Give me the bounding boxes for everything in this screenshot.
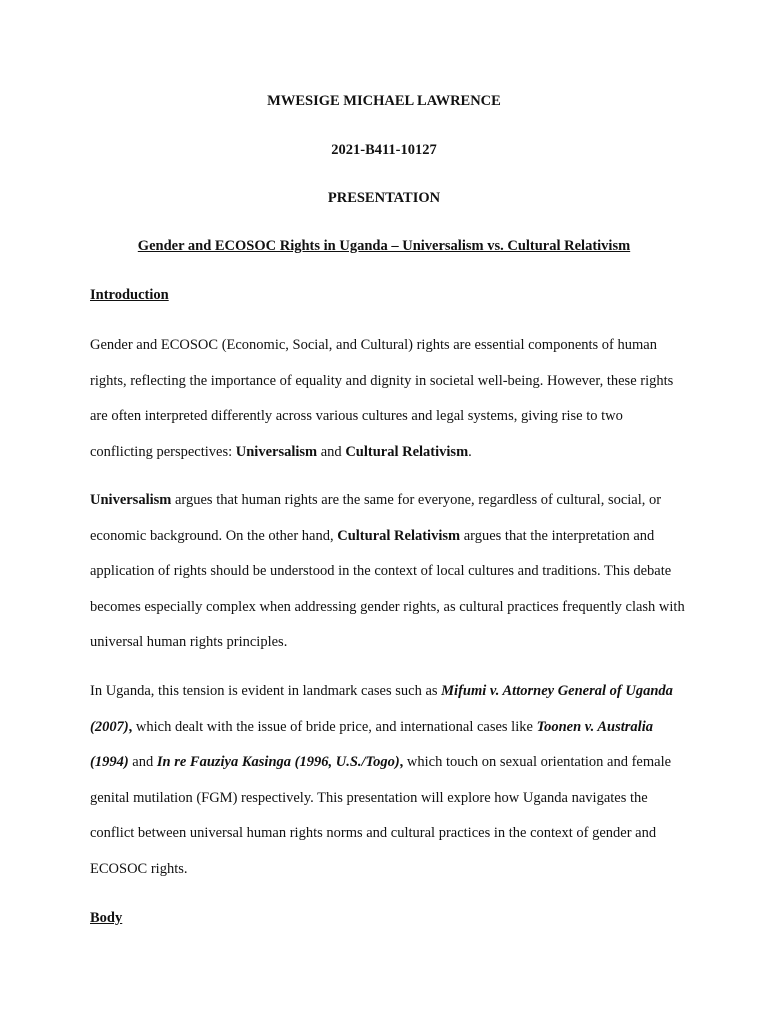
author-name: MWESIGE MICHAEL LAWRENCE — [267, 93, 501, 109]
introduction-heading: Introduction — [90, 287, 169, 303]
intro-paragraph-2 — [90, 483, 685, 661]
student-id: 2021-B411-10127 — [331, 142, 437, 158]
term-cultural-relativism: Cultural Relativism — [345, 443, 469, 460]
document-label: PRESENTATION — [327, 190, 441, 206]
text-run: argues that human rights are the same for everyone, regardless of cultural, social, or economic background. On the other hand, — [90, 492, 662, 544]
text-run: which dealt with the issue of bride price, and international cases like — [132, 718, 537, 735]
term-universalism: Universalism — [90, 492, 172, 508]
text-run: and — [128, 754, 157, 771]
punctuation: , — [128, 718, 133, 735]
term-cultural-relativism: Cultural Relativism — [337, 527, 461, 544]
case-citation-kasinga: In re Fauziya Kasinga (1996, U.S./Togo) — [156, 754, 400, 771]
text-run: which touch on sexual orientation and female genital mutilation (FGM) respectively. This presentation will explore how Uganda navigates the conflict between universal human rights norms and cultural practices in the context of gender and ECOSOC rights. — [90, 754, 672, 877]
text-run: argues that the interpretation and application of rights should be understood in the context of local cultures and traditions. This debate becomes especially complex when addressing gender rights, as cultural practices frequently clash with universal human rights principles. — [90, 527, 685, 651]
text-run: Gender and ECOSOC (Economic, Social, and Cultural) rights are essential components of human rights, reflecting the importance of equality and dignity in societal well-being. However, these rights are often interpreted differently across various cultures and legal systems, giving rise to two conflicting perspectives: — [90, 337, 674, 460]
body-heading: Body — [90, 910, 123, 926]
text-run: and — [317, 443, 346, 460]
document-page — [90, 0, 685, 1024]
term-universalism: Universalism — [235, 443, 318, 460]
intro-paragraph-3 — [90, 674, 685, 888]
document-title: Gender and ECOSOC Rights in Uganda – Universalism vs. Cultural Relativism — [137, 238, 631, 254]
punctuation: , — [399, 754, 404, 771]
case-citation-mifumi: Mifumi v. Attorney General of Uganda (2007) — [90, 683, 673, 735]
case-citation-toonen: Toonen v. Australia (1994) — [90, 718, 653, 771]
text-run: . — [468, 443, 472, 460]
intro-paragraph-1 — [90, 328, 685, 470]
text-run: In Uganda, this tension is evident in landmark cases such as — [90, 683, 442, 699]
